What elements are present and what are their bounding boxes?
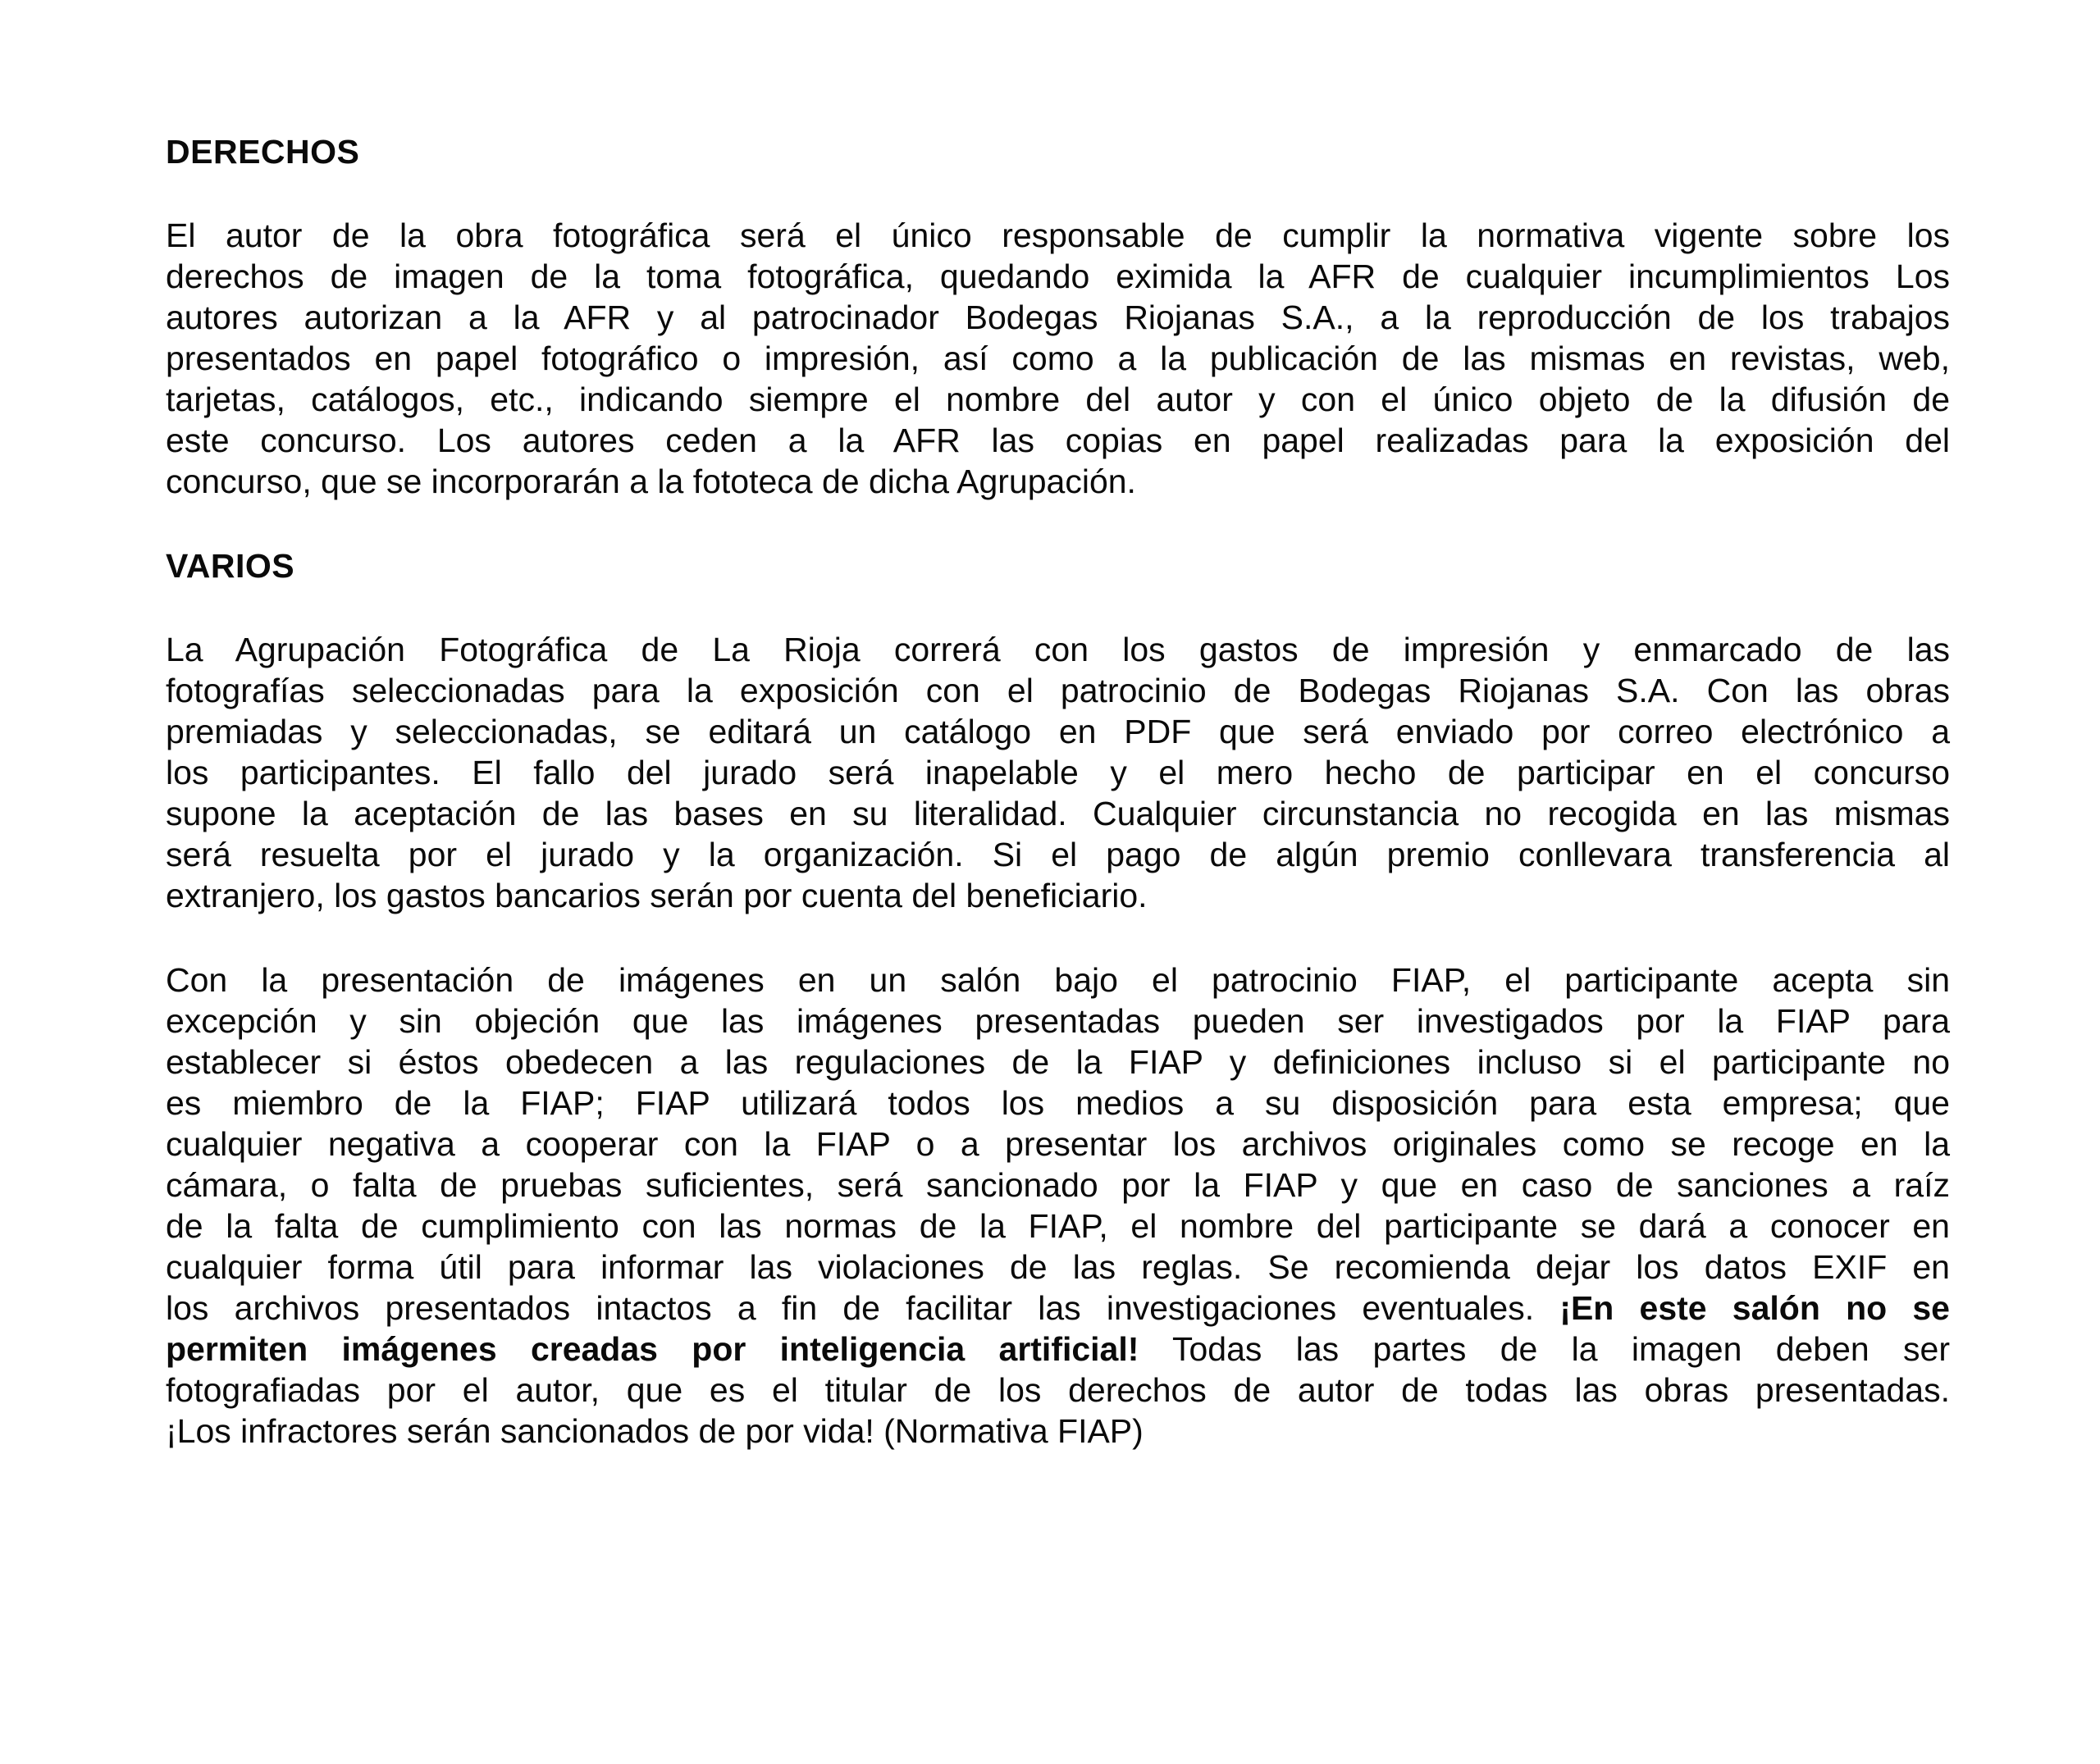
- text-line: es miembro de la FIAP; FIAP utilizará todos los medios a su disposición para esta empresa; que: [166, 1084, 1950, 1122]
- text-line: presentados en papel fotográfico o impresión, así como a la publicación de las mismas en revistas, web,: [166, 340, 1950, 377]
- text-line: El autor de la obra fotográfica será el único responsable de cumplir la normativa vigente sobre los: [166, 217, 1950, 254]
- section-heading-varios: VARIOS: [166, 547, 295, 585]
- text-line: ¡Los infractores serán sancionados de por vida! (Normativa FIAP): [166, 1412, 1144, 1450]
- text-line: establecer si éstos obedecen a las regulaciones de la FIAP y definiciones incluso si el participante no: [166, 1043, 1950, 1081]
- text-line: cámara, o falta de pruebas suficientes, será sancionado por la FIAP y que en caso de sanciones a raíz: [166, 1166, 1950, 1204]
- text-line: este concurso. Los autores ceden a la AFR las copias en papel realizadas para la exposición del: [166, 422, 1950, 459]
- text-line: los participantes. El fallo del jurado será inapelable y el mero hecho de participar en el concurso: [166, 754, 1950, 791]
- paragraph-varios-2: [166, 959, 1950, 1452]
- text-line: La Agrupación Fotográfica de La Rioja correrá con los gastos de impresión y enmarcado de las: [166, 631, 1950, 668]
- text-line: de la falta de cumplimiento con las normas de la FIAP, el nombre del participante se dará a conocer en: [166, 1207, 1950, 1245]
- text-line: tarjetas, catálogos, etc., indicando siempre el nombre del autor y con el único objeto de la difusión de: [166, 381, 1950, 418]
- section-heading-derechos: DERECHOS: [166, 133, 360, 171]
- text-line: supone la aceptación de las bases en su literalidad. Cualquier circunstancia no recogida en las mismas: [166, 795, 1950, 832]
- paragraph-varios-1: [166, 629, 1950, 916]
- paragraph-derechos: [166, 215, 1950, 502]
- text-line: [166, 1288, 1950, 1329]
- text-line: excepción y sin objeción que las imágenes presentadas pueden ser investigados por la FIAP para: [166, 1002, 1950, 1040]
- text-line: extranjero, los gastos bancarios serán por cuenta del beneficiario.: [166, 877, 1148, 914]
- text-line: autores autorizan a la AFR y al patrocinador Bodegas Riojanas S.A., a la reproducción de los trabajos: [166, 299, 1950, 336]
- text-line: premiadas y seleccionadas, se editará un catálogo en PDF que será enviado por correo electrónico a: [166, 713, 1950, 750]
- text-line: cualquier negativa a cooperar con la FIAP o a presentar los archivos originales como se recoge en la: [166, 1125, 1950, 1163]
- bold-text-segment: permiten imágenes creadas por inteligencia artificial!: [166, 1330, 1139, 1368]
- text-line: Con la presentación de imágenes en un salón bajo el patrocinio FIAP, el participante acepta sin: [166, 961, 1950, 999]
- text-line: será resuelta por el jurado y la organización. Si el pago de algún premio conllevara transferencia al: [166, 836, 1950, 873]
- bold-text-segment: ¡En este salón no se: [1559, 1289, 1950, 1327]
- text-segment: Todas las partes de la imagen deben ser: [1139, 1330, 1950, 1368]
- text-line: [166, 1329, 1950, 1370]
- text-line: fotografiadas por el autor, que es el titular de los derechos de autor de todas las obras presentadas.: [166, 1371, 1950, 1409]
- text-segment: los archivos presentados intactos a fin de facilitar las investigaciones eventuales.: [166, 1289, 1560, 1327]
- text-line: concurso, que se incorporarán a la fototeca de dicha Agrupación.: [166, 463, 1136, 500]
- text-line: fotografías seleccionadas para la exposición con el patrocinio de Bodegas Riojanas S.A. Con las obras: [166, 672, 1950, 709]
- text-line: cualquier forma útil para informar las violaciones de las reglas. Se recomienda dejar los datos EXIF en: [166, 1248, 1950, 1286]
- text-line: derechos de imagen de la toma fotográfica, quedando eximida la AFR de cualquier incumplimientos Los: [166, 258, 1950, 295]
